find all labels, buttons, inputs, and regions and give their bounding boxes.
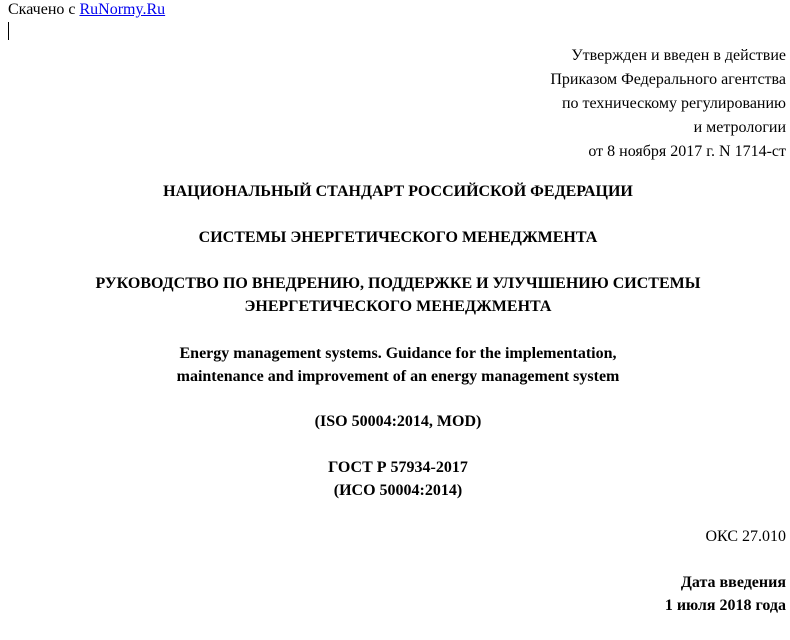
approval-block: [550, 44, 786, 164]
source-link[interactable]: RuNormy.Ru: [79, 1, 166, 18]
guide-heading-line-2: ЭНЕРГЕТИЧЕСКОГО МЕНЕДЖМЕНТА: [244, 298, 552, 315]
oks-code: ОКС 27.010: [705, 528, 786, 545]
source-line: [8, 0, 165, 22]
intro-date-value: 1 июля 2018 года: [664, 597, 786, 614]
iso-number: (ИСО 50004:2014): [333, 482, 463, 499]
approval-line: Утвержден и введен в действие: [571, 47, 786, 64]
iso-reference: (ISO 50004:2014, MOD): [314, 413, 482, 430]
guide-heading-line-1: РУКОВОДСТВО ПО ВНЕДРЕНИЮ, ПОДДЕРЖКЕ И УЛУЧШЕНИЮ СИСТЕМЫ: [95, 275, 701, 292]
text-cursor: [8, 22, 9, 40]
gost-number: ГОСТ Р 57934-2017: [328, 459, 468, 476]
approval-line: по техническому регулированию: [561, 95, 786, 112]
approval-line: Приказом Федерального агентства: [550, 71, 786, 88]
intro-date-label: Дата введения: [680, 574, 786, 591]
english-title-line-2: maintenance and improvement of an energy management system: [176, 368, 620, 385]
approval-line: и метрологии: [693, 119, 786, 136]
subject-heading: СИСТЕМЫ ЭНЕРГЕТИЧЕСКОГО МЕНЕДЖМЕНТА: [198, 229, 598, 246]
approval-line: от 8 ноября 2017 г. N 1714-ст: [588, 143, 786, 160]
standard-heading: НАЦИОНАЛЬНЫЙ СТАНДАРТ РОССИЙСКОЙ ФЕДЕРАЦИИ: [163, 183, 633, 200]
english-title-line-1: Energy management systems. Guidance for the implementation,: [179, 345, 617, 362]
source-prefix: Скачено с: [8, 1, 80, 18]
